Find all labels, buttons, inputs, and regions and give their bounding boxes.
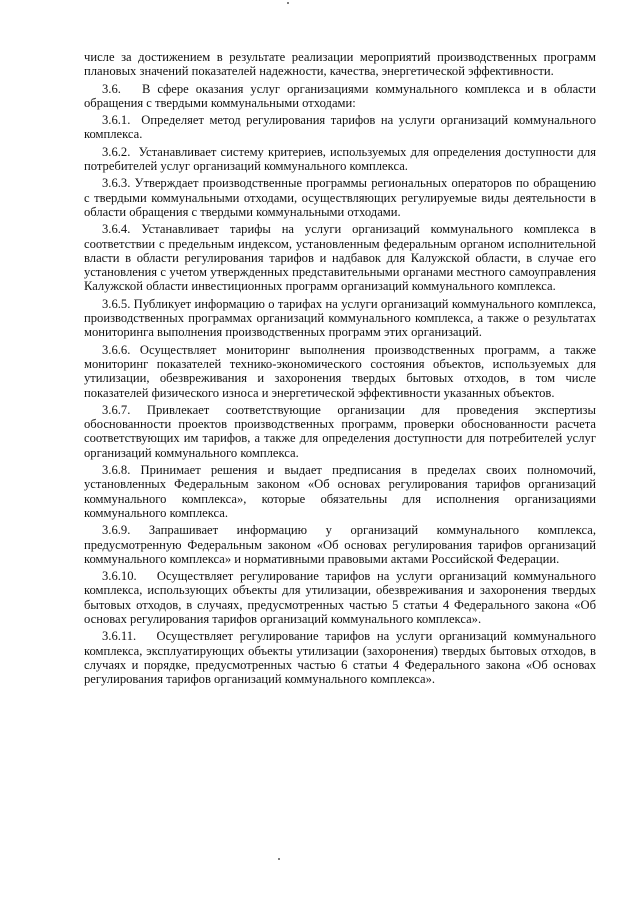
scan-speck xyxy=(278,858,280,860)
paragraph-3-6-8: 3.6.8. Принимает решения и выдает предписания в пределах своих полномочий, установленных Федеральным законом «Об основах регулирования тарифов организаций коммунального комплекса», которые обязательны для исполнения организациями коммунального комплекса. xyxy=(84,463,596,520)
paragraph-3-6-3: 3.6.3. Утверждает производственные программы региональных операторов по обращению с твердыми коммунальными отходами, осуществляющих регулируемые виды деятельности в области обращения с твердыми коммунальными отходами. xyxy=(84,176,596,219)
paragraph-3-6-2: 3.6.2. Устанавливает систему критериев, используемых для определения доступности для потребителей услуг организаций коммунального комплекса. xyxy=(84,144,596,174)
paragraph-3-6-6: 3.6.6. Осуществляет мониторинг выполнения производственных программ, а также мониторинг показателей технико-экономического состояния объектов, используемых для утилизации, обезвреживания и захоронения твердых бытовых отходов, в том числе показателей физического износа и энергетической эффективности указанных объектов. xyxy=(84,342,596,400)
paragraph-3-6-4: 3.6.4. Устанавливает тарифы на услуги организаций коммунального комплекса в соответствии с предельным индексом, установленным федеральным органом исполнительной власти в области регулирования тарифов и надбавок для Калужской области, в случае его установления с учетом утвержденных представительными органами местного самоуправления Калужской области инвестиционных программ организаций коммунального комплекса. xyxy=(84,222,596,294)
paragraph-3-6-10: 3.6.10. Осуществляет регулирование тарифов на услуги организаций коммунального комплекса, использующих объекты для утилизации, обезвреживания и захоронения твердых бытовых отходов, в случаях, предусмотренных частью 5 статьи 4 Федерального закона «Об основах регулирования тарифов организаций коммунального комплекса». xyxy=(84,569,596,626)
paragraph-3-6-9: 3.6.9. Запрашивает информацию у организаций коммунального комплекса, предусмотренную Федеральным законом «Об основах регулирования тарифов организаций коммунального комплекса» и нормативными правовыми актами Российской Федерации. xyxy=(84,523,596,566)
paragraph-3-6-11: 3.6.11. Осуществляет регулирование тарифов на услуги организаций коммунального комплекса, эксплуатирующих объекты утилизации (захоронения) твердых бытовых отходов, в случаях и порядке, предусмотренных частью 6 статьи 4 Федерального закона «Об основах регулирования тарифов организаций коммунального комплекса». xyxy=(84,629,596,687)
paragraph-3-6-5: 3.6.5. Публикует информацию о тарифах на услуги организаций коммунального комплекса, производственных программах организаций коммунального комплекса, а также о результатах мониторинга выполнения производственных программ этих организаций. xyxy=(84,296,596,340)
paragraph-3-6-1: 3.6.1. Определяет метод регулирования тарифов на услуги организаций коммунального комплекса. xyxy=(84,113,596,142)
paragraph-3-6: 3.6. В сфере оказания услуг организациями коммунального комплекса и в области обращения с твердыми коммунальными отходами: xyxy=(84,81,596,110)
document-body xyxy=(84,50,596,689)
scan-speck xyxy=(287,2,289,4)
paragraph-continuation: числе за достижением в результате реализации мероприятий производственных программ плановых значений показателей надежности, качества, энергетической эффективности. xyxy=(84,50,596,79)
paragraph-3-6-7: 3.6.7. Привлекает соответствующие организации для проведения экспертизы обоснованности проектов производственных программ, проверки обоснованности расчета соответствующих им тарифов, а также для определения доступности для потребителей услуг организаций коммунального комплекса. xyxy=(84,402,596,460)
